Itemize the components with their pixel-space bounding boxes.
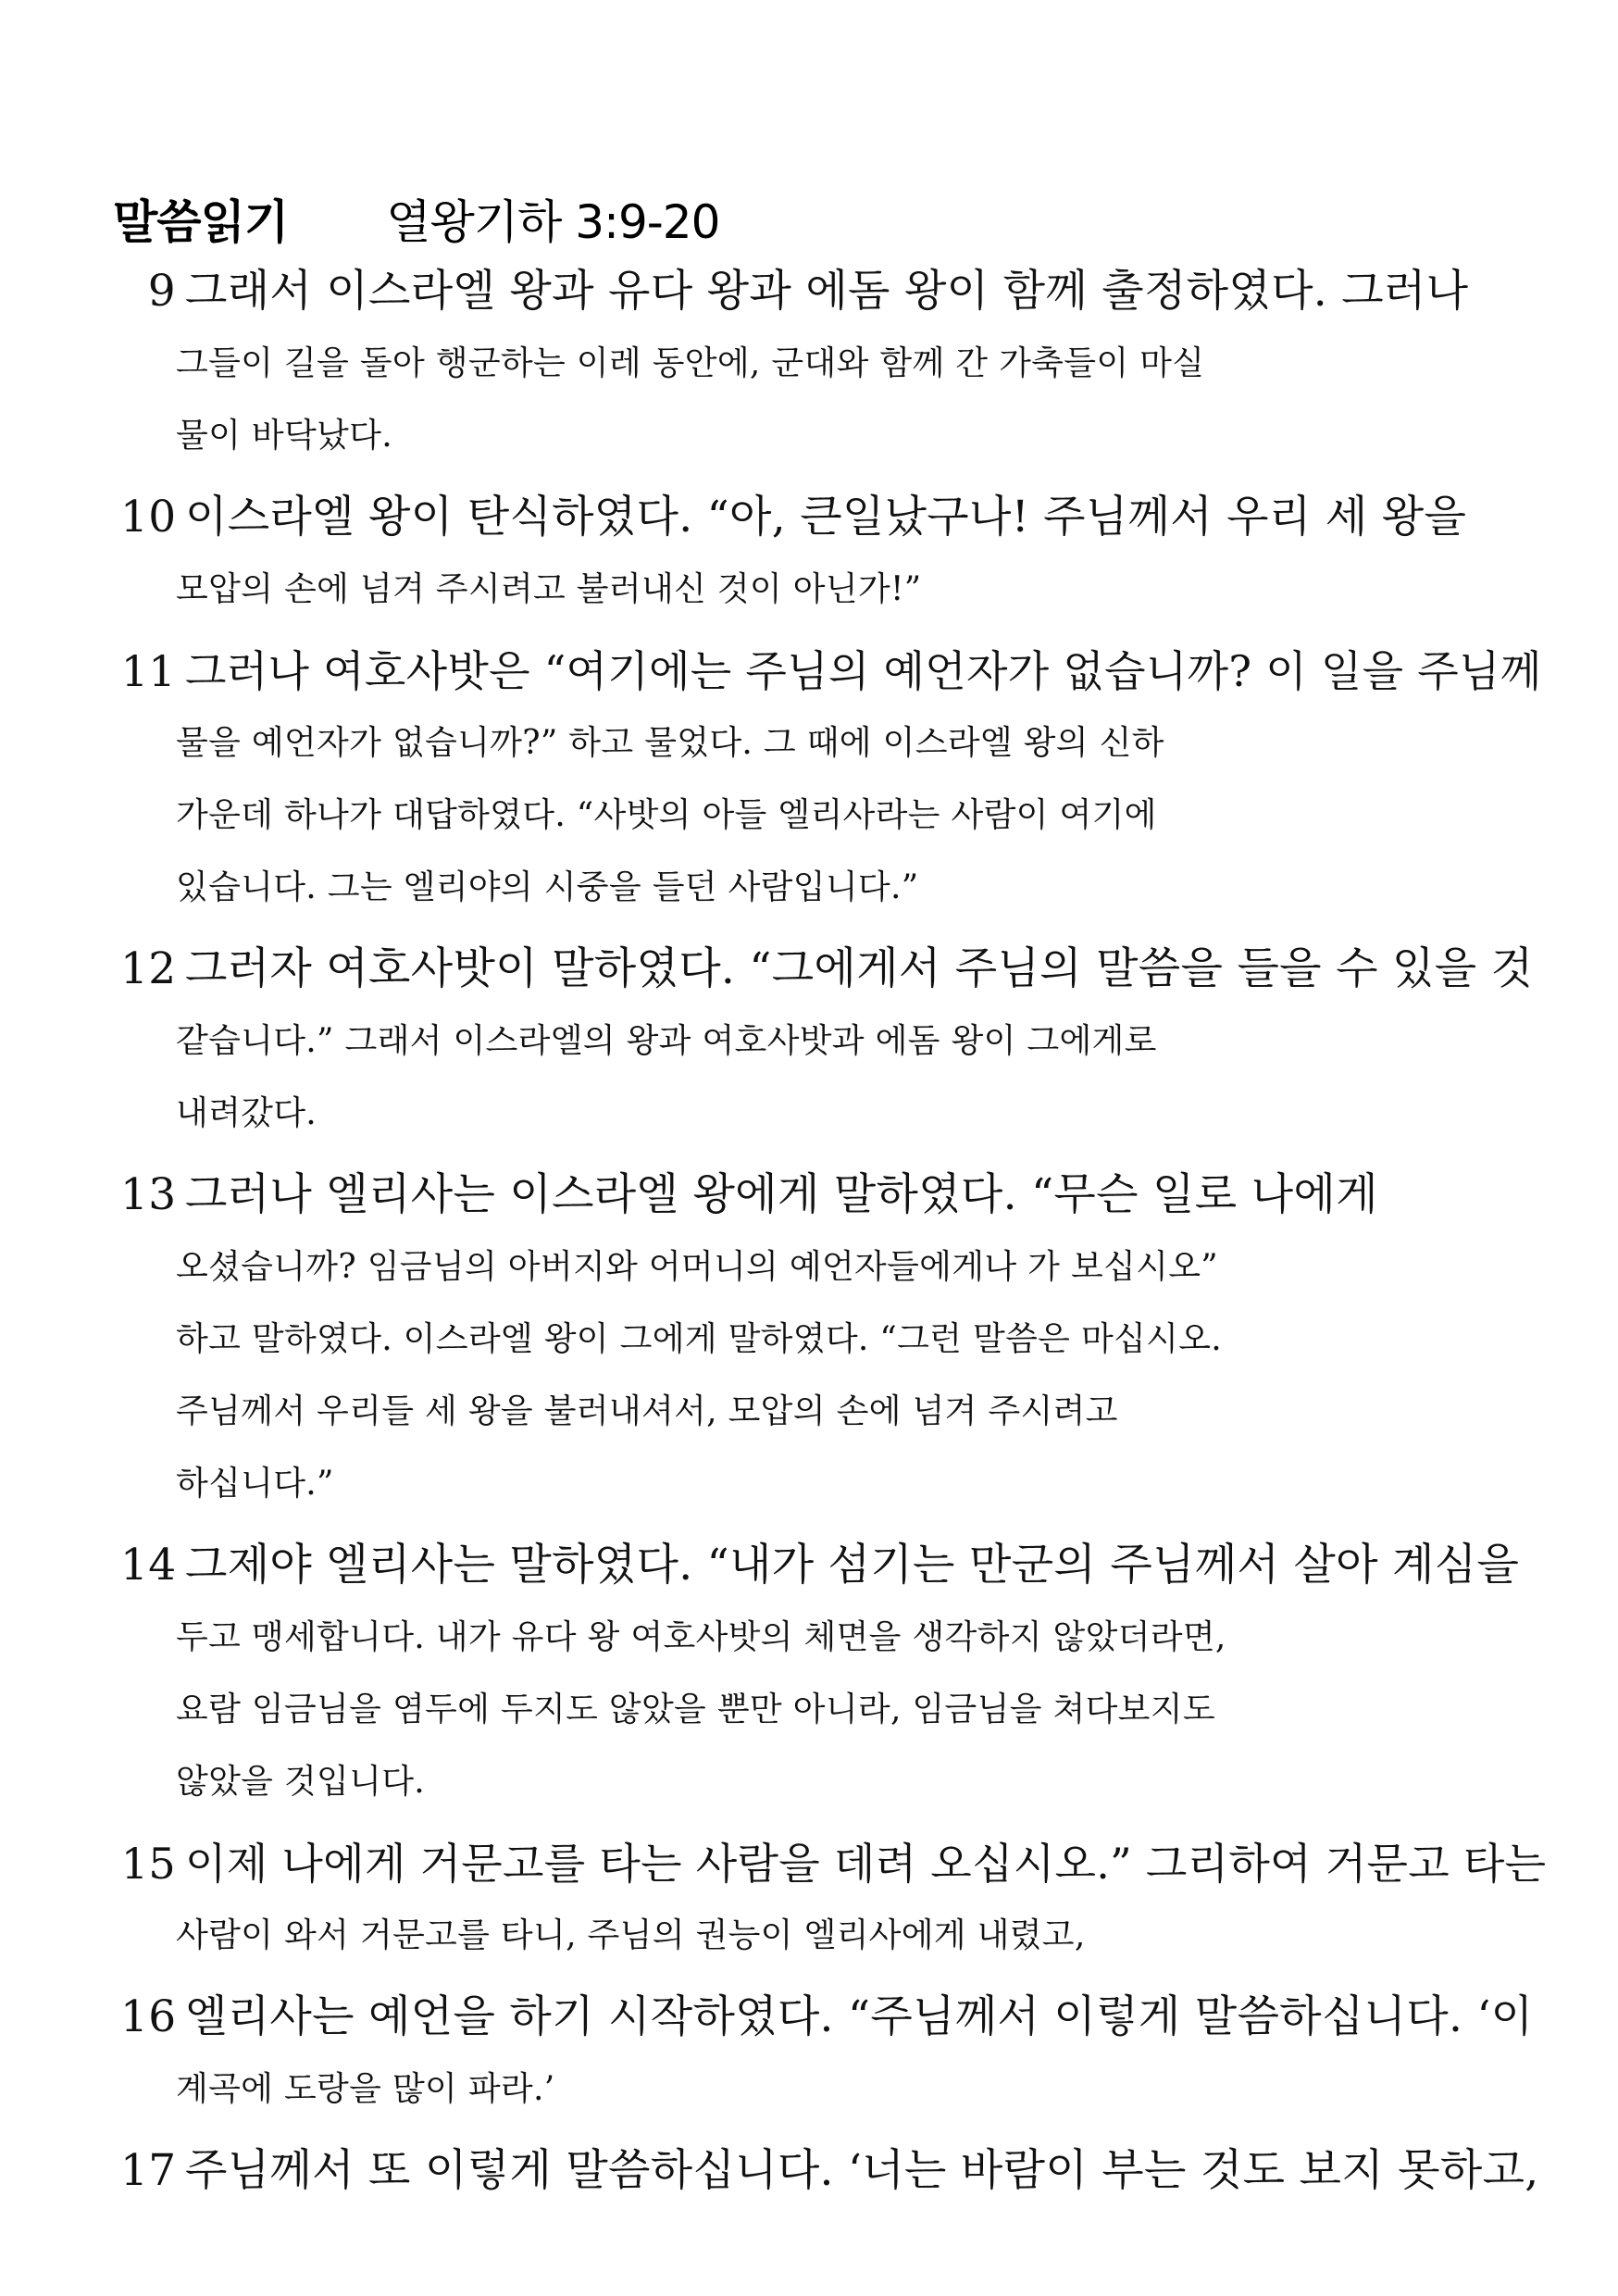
heading-label: 말씀읽기: [113, 195, 289, 249]
verse: [120, 2135, 1539, 2207]
verse-number: 14: [120, 1540, 177, 1591]
reading-heading: [113, 181, 719, 256]
verse-line: [120, 1159, 1527, 1231]
verse-line: [120, 328, 1527, 400]
verse: [120, 1828, 1547, 1972]
verse-text: 사람이 와서 거문고를 타니, 주님의 권능이 엘리사에게 내렸고,: [176, 1916, 1086, 1954]
verse-text: 있습니다. 그는 엘리야의 시중을 들던 사람입니다.”: [176, 868, 919, 906]
verse: [120, 1529, 1527, 1818]
verse-text: 그러자 여호사밧이 말하였다. “그에게서 주님의 말씀을 들을 수 있을 것: [185, 943, 1534, 994]
verse-text: 하고 말하였다. 이스라엘 왕이 그에게 말하였다. “그런 말씀은 마십시오.: [176, 1320, 1223, 1358]
verse-text: 계곡에 도랑을 많이 파라.’: [176, 2070, 555, 2108]
verse-text: 그제야 엘리사는 말하였다. “내가 섬기는 만군의 주님께서 살아 계심을: [185, 1540, 1520, 1591]
verse-line: [120, 400, 1527, 472]
verse-line: [120, 1529, 1527, 1602]
verse-line: [120, 852, 1527, 924]
verse-text: 그러나 여호사밧은 “여기에는 주님의 예언자가 없습니까? 이 일을 주님께: [185, 646, 1542, 696]
verse: [120, 256, 1527, 472]
verse-line: [120, 635, 1542, 707]
verse-text: 그들이 길을 돌아 행군하는 이레 동안에, 군대와 함께 간 가축들이 마실: [176, 344, 1205, 382]
verse-number: 16: [120, 1991, 177, 2042]
verse-text: 그러나 엘리사는 이스라엘 왕에게 말하였다. “무슨 일로 나에게: [185, 1169, 1378, 1220]
scripture-reference: 열왕기하 3:9-20: [386, 195, 720, 249]
verse-text: 주님께서 우리들 세 왕을 불러내셔서, 모압의 손에 넘겨 주시려고: [176, 1392, 1118, 1430]
verse: [120, 481, 1527, 626]
verse-text: 두고 맹세합니다. 내가 유다 왕 여호사밧의 체면을 생각하지 않았더라면,: [176, 1618, 1226, 1656]
verse-number: 12: [120, 943, 177, 994]
verse-text: 하십니다.”: [176, 1465, 334, 1503]
verse-line: [120, 256, 1527, 328]
verse-line: [120, 2135, 1539, 2207]
verse: [120, 1159, 1527, 1520]
verse-text: 모압의 손에 넘겨 주시려고 불러내신 것이 아닌가!”: [176, 570, 922, 608]
verse-number: 10: [120, 492, 177, 543]
verse-text: 물이 바닥났다.: [176, 417, 392, 455]
verse-text: 이제 나에게 거문고를 타는 사람을 데려 오십시오.” 그리하여 거문고 타는: [185, 1839, 1547, 1889]
verse-line: [120, 1078, 1527, 1150]
verse-line: [120, 1376, 1527, 1448]
verse-line: [120, 1981, 1534, 2053]
verse-text: 엘리사는 예언을 하기 시작하였다. “주님께서 이렇게 말씀하십니다. ‘이: [185, 1991, 1534, 2042]
verse-line: [120, 481, 1527, 554]
verse-number: 15: [120, 1839, 176, 1889]
verse-line: [120, 1304, 1527, 1376]
verse-list: [120, 256, 1547, 2216]
verse-text: 같습니다.” 그래서 이스라엘의 왕과 여호사밧과 에돔 왕이 그에게로: [176, 1022, 1157, 1060]
verse-text: 그래서 이스라엘 왕과 유다 왕과 에돔 왕이 함께 출정하였다. 그러나: [185, 266, 1469, 317]
verse-line: [120, 1231, 1527, 1304]
verse-line: [120, 554, 1527, 626]
verse-line: [120, 1005, 1527, 1078]
verse-text: 내려갔다.: [176, 1094, 317, 1132]
verse-text: 요람 임금님을 염두에 두지도 않았을 뿐만 아니라, 임금님을 쳐다보지도: [176, 1691, 1215, 1728]
verse-line: [120, 1900, 1527, 1972]
verse-line: [120, 2053, 1527, 2126]
verse-text: 주님께서 또 이렇게 말씀하십니다. ‘너는 바람이 부는 것도 보지 못하고,: [185, 2145, 1539, 2196]
verse-text: 이스라엘 왕이 탄식하였다. “아, 큰일났구나! 주님께서 우리 세 왕을: [185, 492, 1467, 543]
verse-line: [120, 707, 1527, 780]
verse-number: 17: [120, 2145, 177, 2196]
verse-number: 11: [120, 646, 176, 696]
verse: [120, 635, 1542, 924]
verse-line: [120, 1674, 1527, 1746]
verse-line: [120, 1828, 1547, 1900]
verse: [120, 1981, 1534, 2126]
verse-line: [120, 933, 1534, 1005]
verse-line: [120, 1746, 1527, 1818]
verse-number: 9: [147, 266, 176, 317]
verse-text: 물을 예언자가 없습니까?” 하고 물었다. 그 때에 이스라엘 왕의 신하: [176, 724, 1164, 762]
verse-line: [120, 780, 1527, 852]
verse-text: 오셨습니까? 임금님의 아버지와 어머니의 예언자들에게나 가 보십시오”: [176, 1248, 1218, 1286]
verse: [120, 933, 1534, 1150]
verse-line: [120, 1602, 1527, 1674]
verse-text: 않았을 것입니다.: [176, 1763, 426, 1801]
verse-line: [120, 1448, 1527, 1520]
verse-text: 가운데 하나가 대답하였다. “사밧의 아들 엘리사라는 사람이 여기에: [176, 796, 1157, 834]
verse-number: 13: [120, 1169, 177, 1220]
